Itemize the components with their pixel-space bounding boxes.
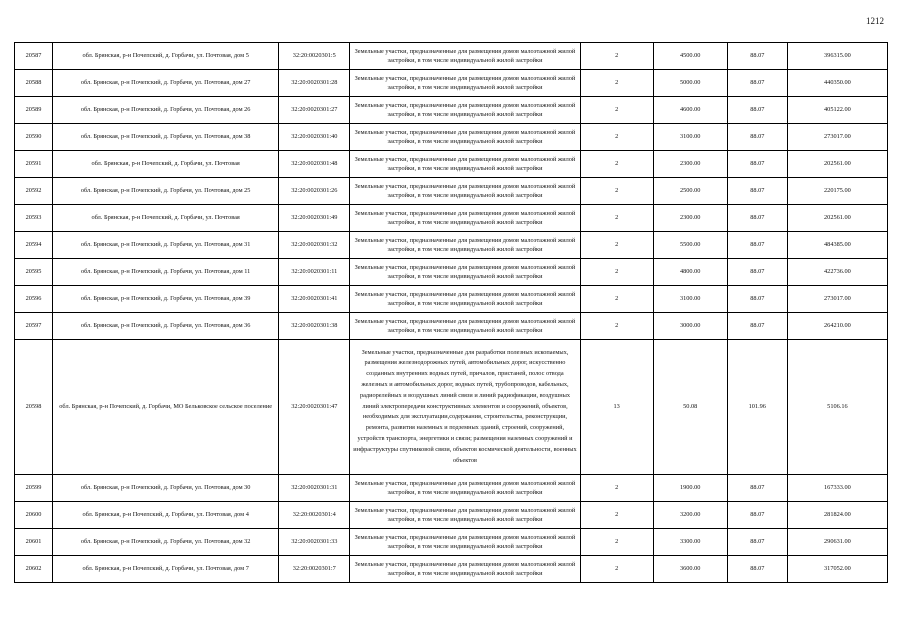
land-use-cell: Земельные участки, предназначенные для размещения домов малоэтажной жилой застройки, в том числе индивидуальной жилой застройки <box>350 178 580 205</box>
address-cell: обл. Брянская, р-н Почепский, д. Горбачи, ул. Почтовая, дом 27 <box>53 70 279 97</box>
land-use-cell: Земельные участки, предназначенные для размещения домов малоэтажной жилой застройки, в том числе индивидуальной жилой застройки <box>350 529 580 556</box>
table-row <box>15 259 888 286</box>
specific-value-cell: 88.07 <box>727 556 787 583</box>
address-cell: обл. Брянская, р-н Почепский, д. Горбачи, ул. Почтовая, дом 38 <box>53 124 279 151</box>
address-cell: обл. Брянская, р-н Почепский, д. Горбачи, ул. Почтовая, дом 25 <box>53 178 279 205</box>
cadastral-number-cell: 32:20:0020301:5 <box>279 43 350 70</box>
land-use-cell: Земельные участки, предназначенные для разработки полезных ископаемых, размещения железнодорожных путей, автомобильных дорог, искусственно созданных внутренних водных путей, причалов, пристаней, полос отвода железных и автомобильных дорог, водных путей, трубопроводов, кабельных, радиорелейных и воздушных линий связи и линий радиофикации, воздушных линий электропередачи конструктивных элементов и сооружений, объектов, необходимых для эксплуатации,содержания, строительства, реконструкции, ремонта, развития наземных и подземных зданий, строений, сооружений, устройств транспорта, энергетики и связи; размещения наземных сооружений и инфраструктуры спутниковой связи, объектов космической деятельности, военных объектов <box>350 340 580 475</box>
use-code-cell: 2 <box>580 43 653 70</box>
row-number: 20593 <box>15 205 53 232</box>
specific-value-cell: 88.07 <box>727 43 787 70</box>
area-cell: 2300.00 <box>653 205 727 232</box>
row-number: 20588 <box>15 70 53 97</box>
land-use-cell: Земельные участки, предназначенные для размещения домов малоэтажной жилой застройки, в том числе индивидуальной жилой застройки <box>350 232 580 259</box>
cadastral-value-cell: 264210.00 <box>787 313 887 340</box>
specific-value-cell: 88.07 <box>727 313 787 340</box>
land-use-cell: Земельные участки, предназначенные для размещения домов малоэтажной жилой застройки, в том числе индивидуальной жилой застройки <box>350 475 580 502</box>
row-number: 20594 <box>15 232 53 259</box>
address-cell: обл. Брянская, р-н Почепский, д. Горбачи, ул. Почтовая, дом 7 <box>53 556 279 583</box>
address-cell: обл. Брянская, р-н Почепский, д. Горбачи, ул. Почтовая, дом 39 <box>53 286 279 313</box>
use-code-cell: 2 <box>580 178 653 205</box>
cadastral-value-cell: 405122.00 <box>787 97 887 124</box>
cadastral-value-cell: 5106.16 <box>787 340 887 475</box>
address-cell: обл. Брянская, р-н Почепский, д. Горбачи, ул. Почтовая, дом 32 <box>53 529 279 556</box>
cadastral-value-cell: 422736.00 <box>787 259 887 286</box>
cadastral-value-cell: 290631.00 <box>787 529 887 556</box>
cadastral-number-cell: 32:20:0020301:48 <box>279 151 350 178</box>
use-code-cell: 2 <box>580 205 653 232</box>
specific-value-cell: 88.07 <box>727 502 787 529</box>
cadastral-number-cell: 32:20:0020301:27 <box>279 97 350 124</box>
land-use-cell: Земельные участки, предназначенные для размещения домов малоэтажной жилой застройки, в том числе индивидуальной жилой застройки <box>350 205 580 232</box>
specific-value-cell: 88.07 <box>727 151 787 178</box>
address-cell: обл. Брянская, р-н Почепский, д. Горбачи, ул. Почтовая, дом 26 <box>53 97 279 124</box>
cadastral-value-cell: 484385.00 <box>787 232 887 259</box>
land-use-cell: Земельные участки, предназначенные для размещения домов малоэтажной жилой застройки, в том числе индивидуальной жилой застройки <box>350 124 580 151</box>
cadastral-number-cell: 32:20:0020301:49 <box>279 205 350 232</box>
row-number: 20601 <box>15 529 53 556</box>
cadastral-number-cell: 32:20:0020301:40 <box>279 124 350 151</box>
address-cell: обл. Брянская, р-н Почепский, д. Горбачи, ул. Почтовая <box>53 205 279 232</box>
row-number: 20591 <box>15 151 53 178</box>
cadastral-number-cell: 32:20:0020301:26 <box>279 178 350 205</box>
address-cell: обл. Брянская, р-н Почепский, д. Горбачи, ул. Почтовая, дом 30 <box>53 475 279 502</box>
area-cell: 3600.00 <box>653 556 727 583</box>
cadastral-number-cell: 32:20:0020301:7 <box>279 556 350 583</box>
table-row <box>15 529 888 556</box>
address-cell: обл. Брянская, р-н Почепский, д. Горбачи, ул. Почтовая, дом 31 <box>53 232 279 259</box>
table-row <box>15 313 888 340</box>
specific-value-cell: 88.07 <box>727 178 787 205</box>
use-code-cell: 2 <box>580 286 653 313</box>
cadastral-number-cell: 32:20:0020301:28 <box>279 70 350 97</box>
cadastral-value-cell: 202561.00 <box>787 205 887 232</box>
row-number: 20599 <box>15 475 53 502</box>
use-code-cell: 2 <box>580 259 653 286</box>
area-cell: 3000.00 <box>653 313 727 340</box>
land-use-cell: Земельные участки, предназначенные для размещения домов малоэтажной жилой застройки, в том числе индивидуальной жилой застройки <box>350 97 580 124</box>
table-row <box>15 43 888 70</box>
cadastral-number-cell: 32:20:0020301:31 <box>279 475 350 502</box>
specific-value-cell: 88.07 <box>727 97 787 124</box>
area-cell: 5500.00 <box>653 232 727 259</box>
page-number: 1212 <box>866 16 884 26</box>
area-cell: 4800.00 <box>653 259 727 286</box>
cadastral-value-cell: 317052.00 <box>787 556 887 583</box>
table-row <box>15 97 888 124</box>
address-cell: обл. Брянская, р-н Почепский, д. Горбачи, ул. Почтовая, дом 11 <box>53 259 279 286</box>
row-number: 20595 <box>15 259 53 286</box>
land-use-cell: Земельные участки, предназначенные для размещения домов малоэтажной жилой застройки, в том числе индивидуальной жилой застройки <box>350 151 580 178</box>
use-code-cell: 2 <box>580 529 653 556</box>
address-cell: обл. Брянская, р-н Почепский, д. Горбачи, ул. Почтовая, дом 36 <box>53 313 279 340</box>
cadastral-number-cell: 32:20:0020301:33 <box>279 529 350 556</box>
table-row <box>15 124 888 151</box>
area-cell: 3100.00 <box>653 124 727 151</box>
specific-value-cell: 88.07 <box>727 286 787 313</box>
table-row <box>15 151 888 178</box>
table-row <box>15 556 888 583</box>
use-code-cell: 2 <box>580 151 653 178</box>
cadastral-number-cell: 32:20:0020301:32 <box>279 232 350 259</box>
area-cell: 1900.00 <box>653 475 727 502</box>
cadastral-value-cell: 396315.00 <box>787 43 887 70</box>
use-code-cell: 2 <box>580 313 653 340</box>
row-number: 20596 <box>15 286 53 313</box>
area-cell: 2500.00 <box>653 178 727 205</box>
specific-value-cell: 88.07 <box>727 70 787 97</box>
land-use-cell: Земельные участки, предназначенные для размещения домов малоэтажной жилой застройки, в том числе индивидуальной жилой застройки <box>350 556 580 583</box>
cadastral-number-cell: 32:20:0020301:4 <box>279 502 350 529</box>
table-row <box>15 178 888 205</box>
address-cell: обл. Брянская, р-н Почепский, д. Горбачи, МО Бельковское сельское поселение <box>53 340 279 475</box>
row-number: 20598 <box>15 340 53 475</box>
row-number: 20597 <box>15 313 53 340</box>
table-row <box>15 286 888 313</box>
land-use-cell: Земельные участки, предназначенные для размещения домов малоэтажной жилой застройки, в том числе индивидуальной жилой застройки <box>350 70 580 97</box>
area-cell: 3100.00 <box>653 286 727 313</box>
address-cell: обл. Брянская, р-н Почепский, д. Горбачи, ул. Почтовая, дом 5 <box>53 43 279 70</box>
row-number: 20602 <box>15 556 53 583</box>
use-code-cell: 13 <box>580 340 653 475</box>
specific-value-cell: 88.07 <box>727 232 787 259</box>
row-number: 20592 <box>15 178 53 205</box>
area-cell: 3200.00 <box>653 502 727 529</box>
area-cell: 2300.00 <box>653 151 727 178</box>
cadastral-number-cell: 32:20:0020301:41 <box>279 286 350 313</box>
cadastral-value-cell: 167333.00 <box>787 475 887 502</box>
specific-value-cell: 88.07 <box>727 475 787 502</box>
use-code-cell: 2 <box>580 556 653 583</box>
area-cell: 50.08 <box>653 340 727 475</box>
land-use-cell: Земельные участки, предназначенные для размещения домов малоэтажной жилой застройки, в том числе индивидуальной жилой застройки <box>350 43 580 70</box>
table-row <box>15 70 888 97</box>
specific-value-cell: 88.07 <box>727 529 787 556</box>
table-row <box>15 475 888 502</box>
area-cell: 4500.00 <box>653 43 727 70</box>
cadastral-number-cell: 32:20:0020301:47 <box>279 340 350 475</box>
cadastral-value-cell: 273017.00 <box>787 286 887 313</box>
use-code-cell: 2 <box>580 70 653 97</box>
table-row <box>15 502 888 529</box>
cadastral-value-cell: 440350.00 <box>787 70 887 97</box>
specific-value-cell: 88.07 <box>727 124 787 151</box>
cadastral-value-cell: 220175.00 <box>787 178 887 205</box>
row-number: 20600 <box>15 502 53 529</box>
row-number: 20587 <box>15 43 53 70</box>
specific-value-cell: 101.96 <box>727 340 787 475</box>
use-code-cell: 2 <box>580 475 653 502</box>
land-use-cell: Земельные участки, предназначенные для размещения домов малоэтажной жилой застройки, в том числе индивидуальной жилой застройки <box>350 259 580 286</box>
use-code-cell: 2 <box>580 232 653 259</box>
land-use-cell: Земельные участки, предназначенные для размещения домов малоэтажной жилой застройки, в том числе индивидуальной жилой застройки <box>350 313 580 340</box>
cadastral-value-table <box>14 42 888 583</box>
cadastral-number-cell: 32:20:0020301:38 <box>279 313 350 340</box>
cadastral-value-cell: 202561.00 <box>787 151 887 178</box>
land-use-cell: Земельные участки, предназначенные для размещения домов малоэтажной жилой застройки, в том числе индивидуальной жилой застройки <box>350 502 580 529</box>
area-cell: 4600.00 <box>653 97 727 124</box>
row-number: 20590 <box>15 124 53 151</box>
area-cell: 5000.00 <box>653 70 727 97</box>
specific-value-cell: 88.07 <box>727 205 787 232</box>
use-code-cell: 2 <box>580 124 653 151</box>
cadastral-value-cell: 281824.00 <box>787 502 887 529</box>
cadastral-number-cell: 32:20:0020301:11 <box>279 259 350 286</box>
cadastral-value-cell: 273017.00 <box>787 124 887 151</box>
table-row <box>15 340 888 475</box>
area-cell: 3300.00 <box>653 529 727 556</box>
table-row <box>15 205 888 232</box>
use-code-cell: 2 <box>580 502 653 529</box>
address-cell: обл. Брянская, р-н Почепский, д. Горбачи, ул. Почтовая <box>53 151 279 178</box>
use-code-cell: 2 <box>580 97 653 124</box>
row-number: 20589 <box>15 97 53 124</box>
table-row <box>15 232 888 259</box>
specific-value-cell: 88.07 <box>727 259 787 286</box>
address-cell: обл. Брянская, р-н Почепский, д. Горбачи, ул. Почтовая, дом 4 <box>53 502 279 529</box>
land-use-cell: Земельные участки, предназначенные для размещения домов малоэтажной жилой застройки, в том числе индивидуальной жилой застройки <box>350 286 580 313</box>
